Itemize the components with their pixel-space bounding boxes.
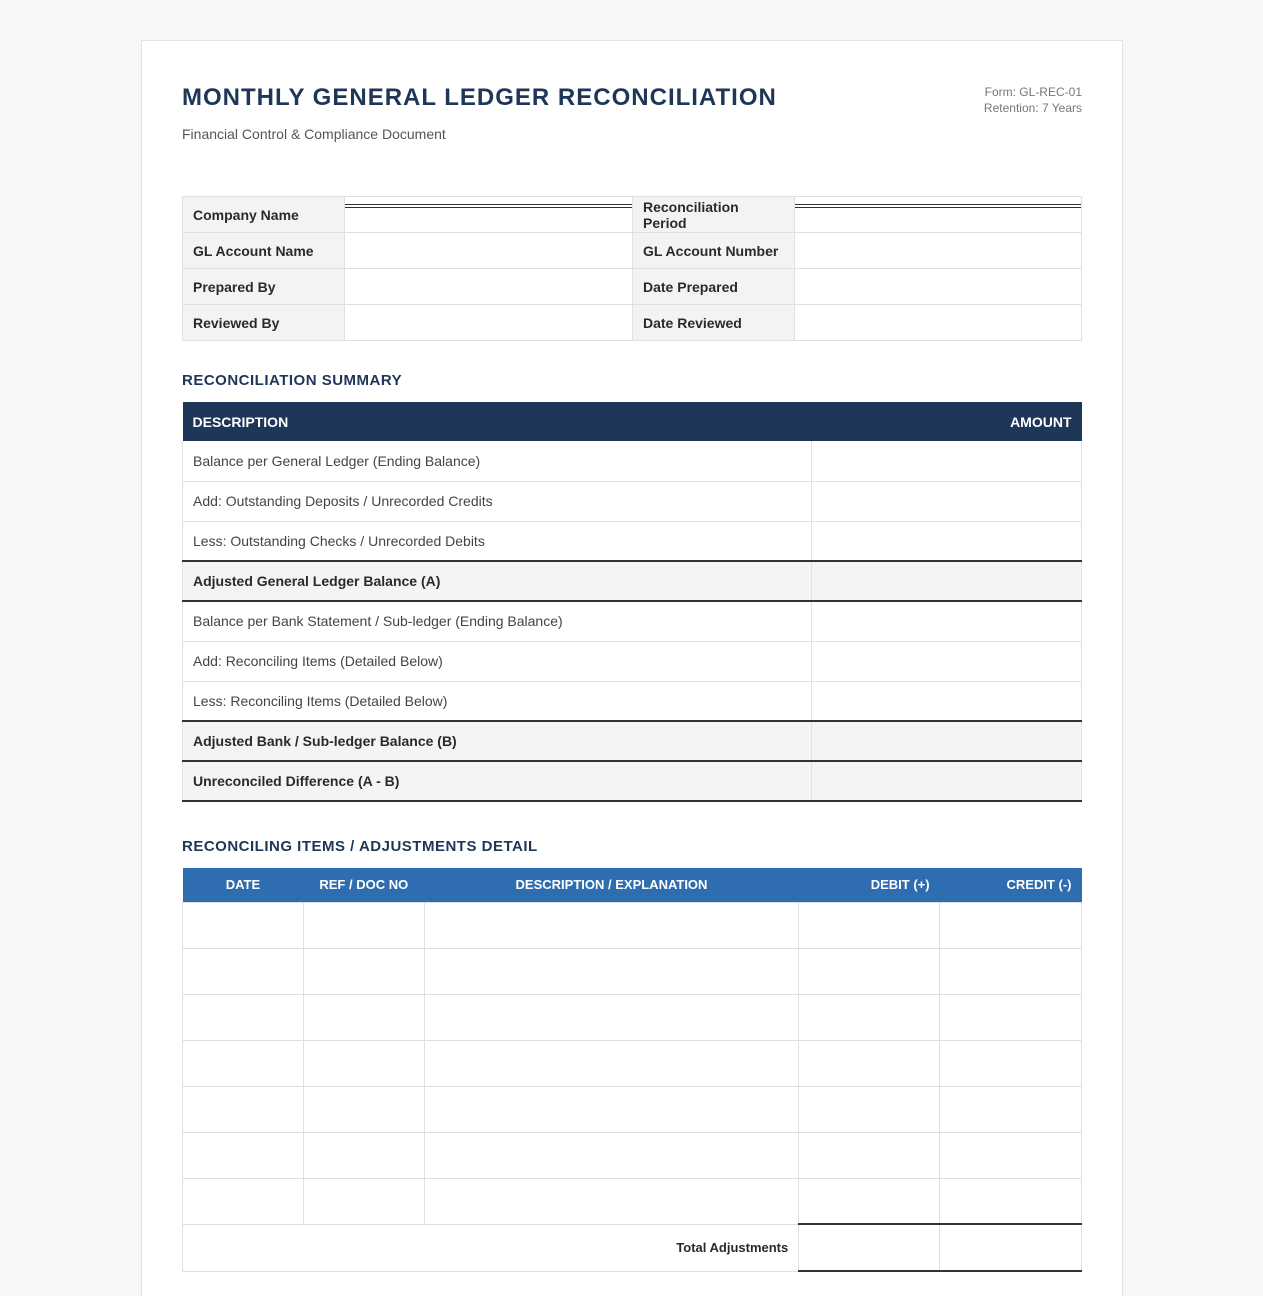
- description-field[interactable]: [424, 1040, 799, 1086]
- detail-section-title: RECONCILING ITEMS / ADJUSTMENTS DETAIL: [182, 838, 538, 855]
- summary-row-label: Balance per Bank Statement / Sub-ledger (Ending Balance): [183, 601, 812, 641]
- description-field[interactable]: [424, 1178, 799, 1224]
- info-value-field[interactable]: [795, 233, 1082, 269]
- info-value-field[interactable]: [795, 197, 1082, 233]
- ref-field[interactable]: [303, 902, 424, 948]
- summary-row-label: Balance per General Ledger (Ending Balance): [183, 441, 812, 481]
- date-field[interactable]: [183, 1132, 304, 1178]
- summary-row: [183, 441, 1082, 481]
- info-row: [183, 269, 1082, 305]
- summary-row-label: Less: Outstanding Checks / Unrecorded Debits: [183, 521, 812, 561]
- retention-note: Retention: 7 Years: [983, 101, 1082, 115]
- info-value-field[interactable]: [345, 269, 633, 305]
- debit-field[interactable]: [799, 902, 940, 948]
- total-debit-field[interactable]: [799, 1224, 940, 1271]
- credit-field[interactable]: [940, 948, 1082, 994]
- summary-difference-row: [183, 761, 1082, 801]
- credit-field[interactable]: [940, 994, 1082, 1040]
- document-info-table: [182, 196, 1082, 341]
- info-row: [183, 233, 1082, 269]
- description-field[interactable]: [424, 902, 799, 948]
- detail-header-row: [183, 868, 1082, 902]
- column-header-description: DESCRIPTION / EXPLANATION: [424, 868, 799, 902]
- reconciliation-summary-table: [182, 402, 1082, 802]
- summary-amount-field[interactable]: [812, 761, 1082, 801]
- info-value-field[interactable]: [795, 269, 1082, 305]
- summary-row: [183, 681, 1082, 721]
- adjustments-detail-table: [182, 868, 1082, 1272]
- document-header: [182, 84, 1082, 164]
- column-header-ref: REF / DOC NO: [303, 868, 424, 902]
- debit-field[interactable]: [799, 1040, 940, 1086]
- summary-row: [183, 641, 1082, 681]
- summary-row-label: Adjusted General Ledger Balance (A): [183, 561, 812, 601]
- info-row: [183, 305, 1082, 341]
- info-value-field[interactable]: [345, 305, 633, 341]
- ref-field[interactable]: [303, 1178, 424, 1224]
- summary-row: [183, 481, 1082, 521]
- info-value-field[interactable]: [345, 197, 633, 233]
- ref-field[interactable]: [303, 948, 424, 994]
- summary-row-label: Adjusted Bank / Sub-ledger Balance (B): [183, 721, 812, 761]
- summary-row-label: Less: Reconciling Items (Detailed Below): [183, 681, 812, 721]
- detail-row: [183, 1040, 1082, 1086]
- detail-row: [183, 948, 1082, 994]
- document-sheet: [141, 40, 1123, 1296]
- debit-field[interactable]: [799, 1086, 940, 1132]
- detail-row: [183, 1178, 1082, 1224]
- detail-row: [183, 994, 1082, 1040]
- summary-row: [183, 521, 1082, 561]
- info-label: GL Account Name: [183, 233, 345, 269]
- summary-row-label: Add: Reconciling Items (Detailed Below): [183, 641, 812, 681]
- summary-amount-field[interactable]: [812, 601, 1082, 641]
- credit-field[interactable]: [940, 1086, 1082, 1132]
- summary-row-label: Unreconciled Difference (A - B): [183, 761, 812, 801]
- credit-field[interactable]: [940, 902, 1082, 948]
- summary-subtotal-row: [183, 561, 1082, 601]
- debit-field[interactable]: [799, 948, 940, 994]
- summary-row-label: Add: Outstanding Deposits / Unrecorded Credits: [183, 481, 812, 521]
- column-header-credit: CREDIT (-): [940, 868, 1082, 902]
- form-meta: [984, 84, 1082, 116]
- column-header-debit: DEBIT (+): [799, 868, 940, 902]
- credit-field[interactable]: [940, 1040, 1082, 1086]
- description-field[interactable]: [424, 948, 799, 994]
- column-header-amount: AMOUNT: [812, 402, 1082, 441]
- summary-section-title: RECONCILIATION SUMMARY: [182, 372, 403, 389]
- date-field[interactable]: [183, 994, 304, 1040]
- info-label: GL Account Number: [633, 233, 795, 269]
- summary-amount-field[interactable]: [812, 721, 1082, 761]
- document-title: MONTHLY GENERAL LEDGER RECONCILIATION: [182, 84, 777, 111]
- detail-row: [183, 1132, 1082, 1178]
- info-label: Reconciliation Period: [633, 197, 795, 233]
- column-header-date: DATE: [183, 868, 304, 902]
- info-label: Date Reviewed: [633, 305, 795, 341]
- total-adjustments-label: Total Adjustments: [183, 1224, 799, 1271]
- summary-subtotal-row: [183, 721, 1082, 761]
- credit-field[interactable]: [940, 1178, 1082, 1224]
- debit-field[interactable]: [799, 1132, 940, 1178]
- date-field[interactable]: [183, 902, 304, 948]
- summary-amount-field[interactable]: [812, 521, 1082, 561]
- document-subtitle: Financial Control & Compliance Document: [182, 126, 446, 142]
- total-credit-field[interactable]: [940, 1224, 1082, 1271]
- column-header-description: DESCRIPTION: [183, 402, 812, 441]
- description-field[interactable]: [424, 1132, 799, 1178]
- ref-field[interactable]: [303, 1132, 424, 1178]
- debit-field[interactable]: [799, 1178, 940, 1224]
- detail-row: [183, 902, 1082, 948]
- date-field[interactable]: [183, 1086, 304, 1132]
- info-row: [183, 197, 1082, 233]
- date-field[interactable]: [183, 1178, 304, 1224]
- ref-field[interactable]: [303, 1086, 424, 1132]
- summary-amount-field[interactable]: [812, 441, 1082, 481]
- description-field[interactable]: [424, 1086, 799, 1132]
- credit-field[interactable]: [940, 1132, 1082, 1178]
- info-label: Date Prepared: [633, 269, 795, 305]
- debit-field[interactable]: [799, 994, 940, 1040]
- info-value-field[interactable]: [795, 305, 1082, 341]
- summary-row: [183, 601, 1082, 641]
- date-field[interactable]: [183, 948, 304, 994]
- ref-field[interactable]: [303, 1040, 424, 1086]
- info-label: Prepared By: [183, 269, 345, 305]
- summary-amount-field[interactable]: [812, 681, 1082, 721]
- summary-amount-field[interactable]: [812, 481, 1082, 521]
- form-id: Form: GL-REC-01: [984, 85, 1082, 99]
- description-field[interactable]: [424, 994, 799, 1040]
- info-label: Reviewed By: [183, 305, 345, 341]
- summary-header-row: [183, 402, 1082, 441]
- date-field[interactable]: [183, 1040, 304, 1086]
- info-label: Company Name: [183, 197, 345, 233]
- summary-amount-field[interactable]: [812, 561, 1082, 601]
- total-row: [183, 1224, 1082, 1271]
- ref-field[interactable]: [303, 994, 424, 1040]
- info-value-field[interactable]: [345, 233, 633, 269]
- detail-row: [183, 1086, 1082, 1132]
- summary-amount-field[interactable]: [812, 641, 1082, 681]
